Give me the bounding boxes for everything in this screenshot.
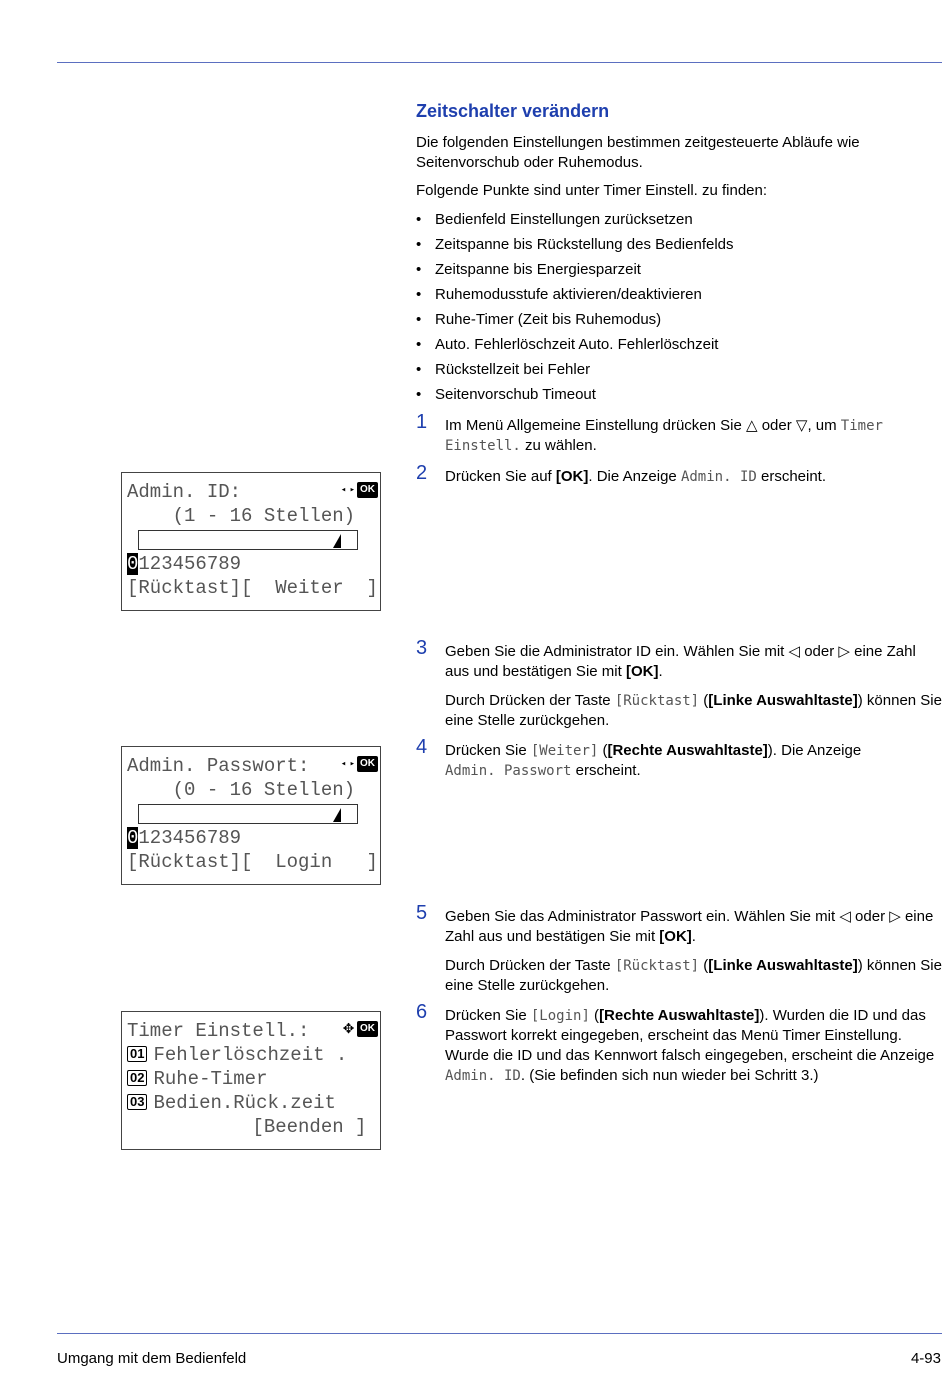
intro-paragraph: Die folgenden Einstellungen bestimmen zeitgesteuerte Abläufe wie Seitenvorschub oder Ruhemodus.: [416, 134, 860, 171]
lcd-softkeys: [Rücktast][ Login ]: [127, 851, 378, 873]
header-rule: [57, 62, 942, 63]
step-number: 2: [416, 462, 428, 484]
step-1: 1 Im Menü Allgemeine Einstellung drücken Sie △ oder ▽, um Timer Einstell. zu wählen.: [416, 411, 883, 454]
lcd-title: Timer Einstell.:: [127, 1020, 310, 1042]
lcd-timer-settings: [121, 1011, 381, 1150]
step-5: 5 Geben Sie das Administrator Passwort ein. Wählen Sie mit ◁ oder ▷ eine Zahl aus und bestätigen Sie mit [OK].: [416, 902, 934, 945]
lcd-input-box: [138, 804, 358, 824]
lcd-menu-item: 02 Ruhe-Timer: [127, 1067, 268, 1091]
lcd-admin-id: [121, 472, 381, 611]
triangle-icon: [333, 534, 341, 548]
triangle-icon: [333, 808, 341, 822]
ok-nav-icon: ◂ ▸ OK: [341, 756, 378, 772]
lcd-admin-password: [121, 746, 381, 885]
left-arrow-icon: ◁: [839, 908, 851, 925]
step-number: 6: [416, 1001, 428, 1023]
footer-chapter: Umgang mit dem Bedienfeld: [57, 1350, 247, 1367]
lcd-title: Admin. Passwort:: [127, 755, 310, 777]
down-arrow-icon: ▽: [795, 417, 808, 434]
step-3: 3 Geben Sie die Administrator ID ein. Wählen Sie mit ◁ oder ▷ eine Zahl aus und bestätigen Sie mit [OK].: [416, 637, 916, 680]
ok-nav-icon: ✥ OK: [343, 1021, 378, 1037]
lcd-title: Admin. ID:: [127, 481, 242, 503]
footer-rule: [57, 1333, 942, 1334]
lcd-menu-item: 01 Fehlerlöschzeit .: [127, 1043, 347, 1067]
lcd-range: (0 - 16 Stellen): [127, 779, 356, 801]
up-arrow-icon: △: [746, 417, 758, 434]
list-intro: Folgende Punkte sind unter Timer Einstell. zu finden:: [416, 182, 768, 199]
page-number: 4-93: [910, 1350, 941, 1367]
lcd-menu-item: 03 Bedien.Rück.zeit: [127, 1091, 336, 1115]
step-6: 6 Drücken Sie [Login] ([Rechte Auswahltaste]). Wurden die ID und das Passwort korrekt eingegeben, erscheint das Menü Timer Einstellung. Wurde die ID und das Kennwort falsch eingegeben, erscheint die Anzeige Admin. ID. (Sie befinden sich nun wieder bei Schritt 3.): [416, 1001, 935, 1084]
step-number: 5: [416, 902, 428, 924]
step-number: 4: [416, 736, 428, 758]
step-number: 1: [416, 411, 428, 433]
lcd-softkeys: [Beenden ]: [127, 1116, 367, 1138]
right-arrow-icon: ▷: [838, 643, 850, 660]
lcd-softkeys: [Rücktast][ Weiter ]: [127, 577, 378, 599]
left-arrow-icon: ◁: [788, 643, 801, 660]
lcd-digits: 0123456789: [127, 553, 242, 575]
section-title: Zeitschalter verändern: [416, 101, 610, 121]
step-2: 2 Drücken Sie auf [OK]. Die Anzeige Admin. ID erscheint.: [416, 462, 827, 485]
step-4: 4 Drücken Sie [Weiter] ([Rechte Auswahltaste]). Die Anzeige Admin. Passwort erscheint.: [416, 736, 862, 779]
four-way-arrow-icon: ✥: [343, 1019, 354, 1039]
step-5-note: Durch Drücken der Taste [Rücktast] ([Linke Auswahltaste]) können Sie eine Stelle zurückgehen.: [445, 957, 942, 994]
step-number: 3: [416, 637, 428, 659]
right-arrow-icon: ▷: [889, 908, 901, 925]
lcd-range: (1 - 16 Stellen): [127, 505, 356, 527]
step-3-note: Durch Drücken der Taste [Rücktast] ([Linke Auswahltaste]) können Sie eine Stelle zurückgehen.: [445, 692, 942, 729]
lcd-input-box: [138, 530, 358, 550]
ok-nav-icon: ◂ ▸ OK: [341, 482, 378, 498]
lcd-digits: 0123456789: [127, 827, 242, 849]
